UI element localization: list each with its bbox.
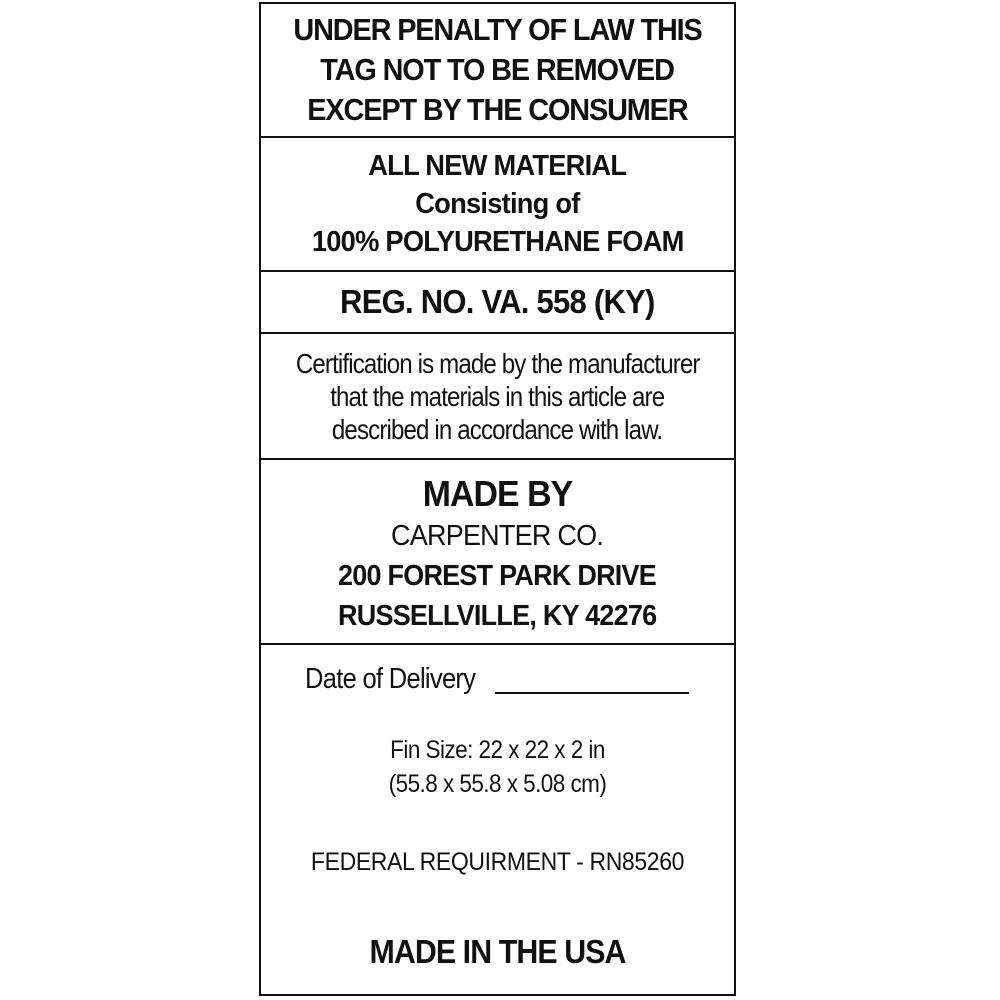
material-line: 100% POLYURETHANE FOAM: [311, 226, 684, 258]
registration-section: [261, 272, 734, 334]
delivery-date-blank: [495, 692, 689, 694]
details-section: [261, 645, 734, 996]
certification-line: described in accordance with law.: [332, 413, 663, 445]
material-line: ALL NEW MATERIAL: [368, 150, 627, 182]
warning-line: TAG NOT TO BE REMOVED: [320, 52, 675, 87]
manufacturer-section: [261, 460, 734, 645]
registration-number: REG. NO. VA. 558 (KY): [340, 283, 655, 320]
certification-line: that the materials in this article are: [330, 380, 665, 412]
material-section: [261, 138, 734, 272]
manufacturer-name: CARPENTER CO.: [391, 519, 604, 552]
made-by-heading: MADE BY: [422, 472, 573, 514]
manufacturer-city: RUSSELLVILLE, KY 42276: [338, 599, 657, 632]
material-line: Consisting of: [415, 188, 580, 220]
warning-line: EXCEPT BY THE CONSUMER: [307, 92, 688, 127]
delivery-date-label: Date of Delivery: [305, 663, 476, 695]
law-tag: [259, 2, 736, 996]
fin-size-metric: (55.8 x 55.8 x 5.08 cm): [388, 770, 607, 798]
fin-size-block: [261, 733, 734, 801]
federal-requirement: FEDERAL REQUIRMENT - RN85260: [310, 848, 685, 876]
warning-line: UNDER PENALTY OF LAW THIS: [293, 12, 702, 47]
certification-line: Certification is made by the manufacturer: [295, 347, 700, 379]
certification-section: [261, 334, 734, 460]
warning-section: [261, 4, 734, 138]
fin-size-imperial: Fin Size: 22 x 22 x 2 in: [390, 736, 605, 764]
made-in-usa: MADE IN THE USA: [369, 933, 626, 970]
manufacturer-street: 200 FOREST PARK DRIVE: [338, 559, 657, 592]
